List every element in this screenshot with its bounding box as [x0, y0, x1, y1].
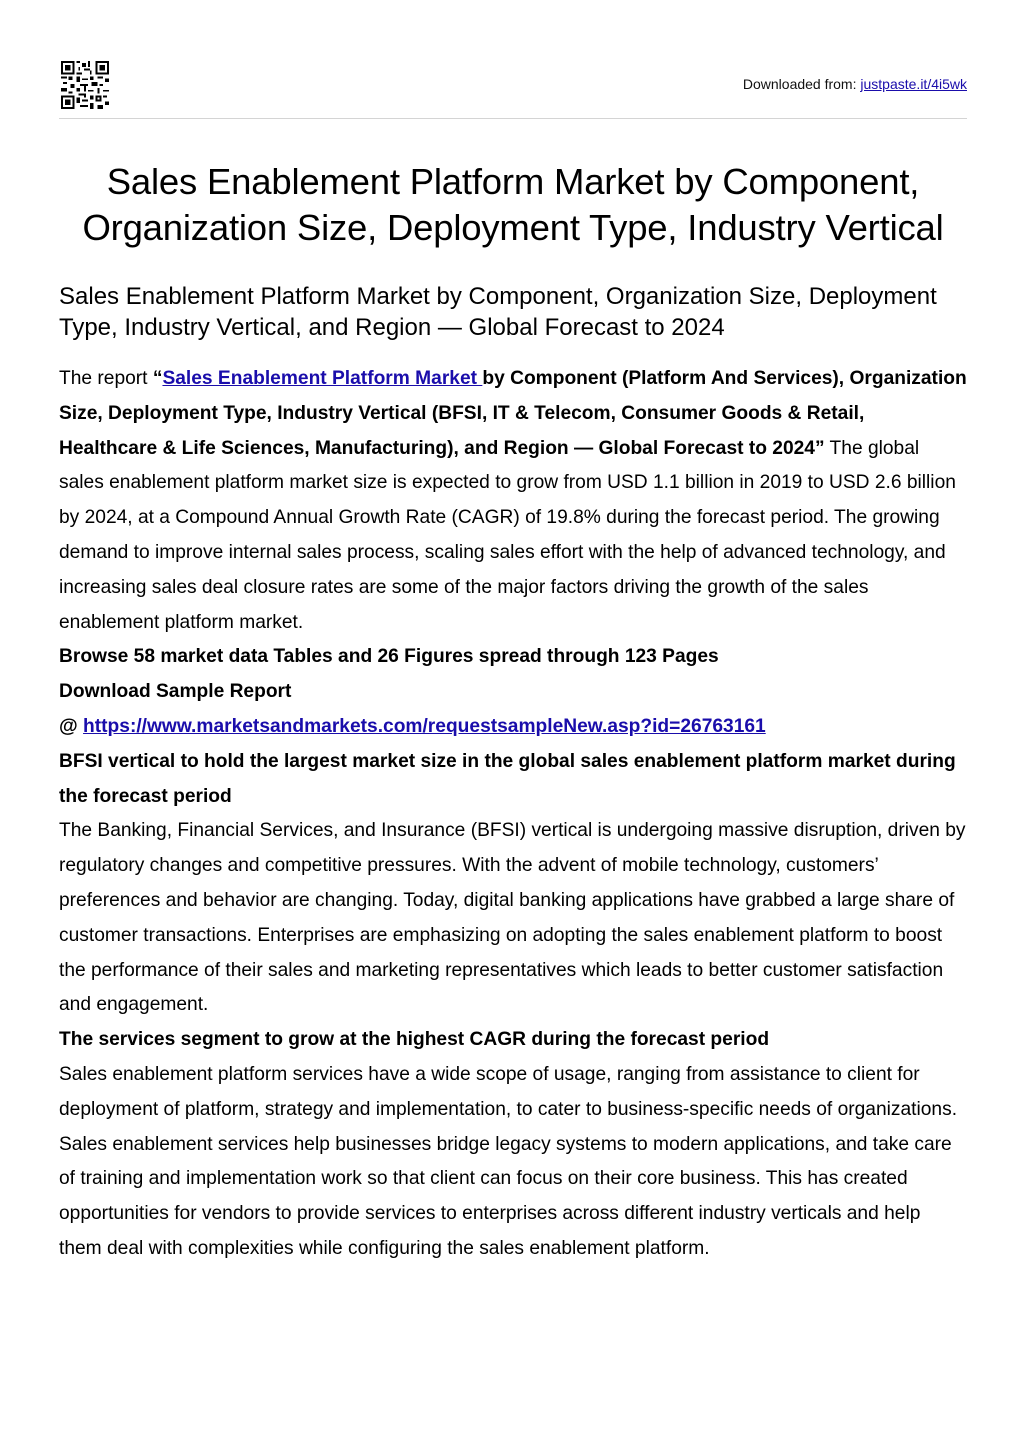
- section-heading: [59, 745, 967, 815]
- section-paragraph: The Banking, Financial Services, and Insurance (BFSI) vertical is undergoing massive disruption, driven by regulatory changes and competitive pressures. With the advent of mobile technology, customers’ preferences and behavior are changing. Today, digital banking applications have grabbed a large share of customer transactions. Enterprises are emphasizing on adopting the sales enablement platform to boost the performance of their sales and marketing representatives which leads to better customer satisfaction and engagement.: [59, 820, 966, 1016]
- downloaded-from: [743, 76, 967, 92]
- source-link[interactable]: justpaste.it/4i5wk: [860, 76, 967, 92]
- report-title-bold: by Component (Platform And Services), Organization Size, Deployment Type, Industry Vertical (BFSI, IT & Telecom, Consumer Goods & Retail, Healthcare & Life Sciences, Manufacturing), and Region — Global Forecast to 2024”: [59, 368, 967, 459]
- sample-report-link[interactable]: https://www.marketsandmarkets.com/requestsampleNew.asp?id=26763161: [83, 715, 766, 737]
- sample-link-line: [59, 710, 967, 745]
- section-heading: [59, 1023, 967, 1058]
- downloaded-from-label: Downloaded from:: [742, 76, 861, 92]
- article-body: [59, 362, 967, 1267]
- page-header: [59, 0, 967, 119]
- download-sample-text: Download Sample Report: [59, 681, 292, 703]
- intro-text: The global sales enablement platform market size is expected to grow from USD 1.1 billion in 2019 to USD 2.6 billion by 2024, at a Compound Annual Growth Rate (CAGR) of 19.8% during the forecast period. The growing demand to improve internal sales process, scaling sales effort with the help of advanced technology, and increasing sales deal closure rates are some of the major factors driving the growth of the sales enablement platform market.: [59, 437, 956, 633]
- browse-line: [59, 640, 967, 675]
- page-title: Sales Enablement Platform Market by Component, Organization Size, Deployment Type, Industry Vertical: [82, 161, 944, 248]
- intro-prefix: The report: [59, 368, 153, 389]
- qr-code-icon: [61, 61, 109, 109]
- download-sample-line: [59, 675, 967, 710]
- report-link[interactable]: Sales Enablement Platform Market: [162, 368, 483, 389]
- intro-quote-open: “: [152, 368, 163, 389]
- section-paragraph: Sales enablement platform services have a wide scope of usage, ranging from assistance to client for deployment of platform, strategy and implementation, to cater to business-specific needs of organizations. Sales enablement services help businesses bridge legacy systems to modern applications, and take care of training and implementation work so that client can focus on their core business. This has created opportunities for vendors to provide services to enterprises across different industry verticals and help them deal with complexities while configuring the sales enablement platform.: [59, 1063, 958, 1259]
- sample-link-prefix: @: [59, 715, 84, 737]
- services-heading: The services segment to grow at the highest CAGR during the forecast period: [59, 1029, 770, 1051]
- browse-text: Browse 58 market data Tables and 26 Figures spread through 123 Pages: [59, 646, 719, 668]
- intro-paragraph: [59, 362, 967, 640]
- page-subtitle: Sales Enablement Platform Market by Component, Organization Size, Deployment Type, Industry Vertical, and Region — Global Forecast to 2024: [59, 283, 937, 341]
- document-page: [59, 0, 967, 1267]
- bfsi-heading: BFSI vertical to hold the largest market size in the global sales enablement platform market during the forecast period: [59, 750, 956, 807]
